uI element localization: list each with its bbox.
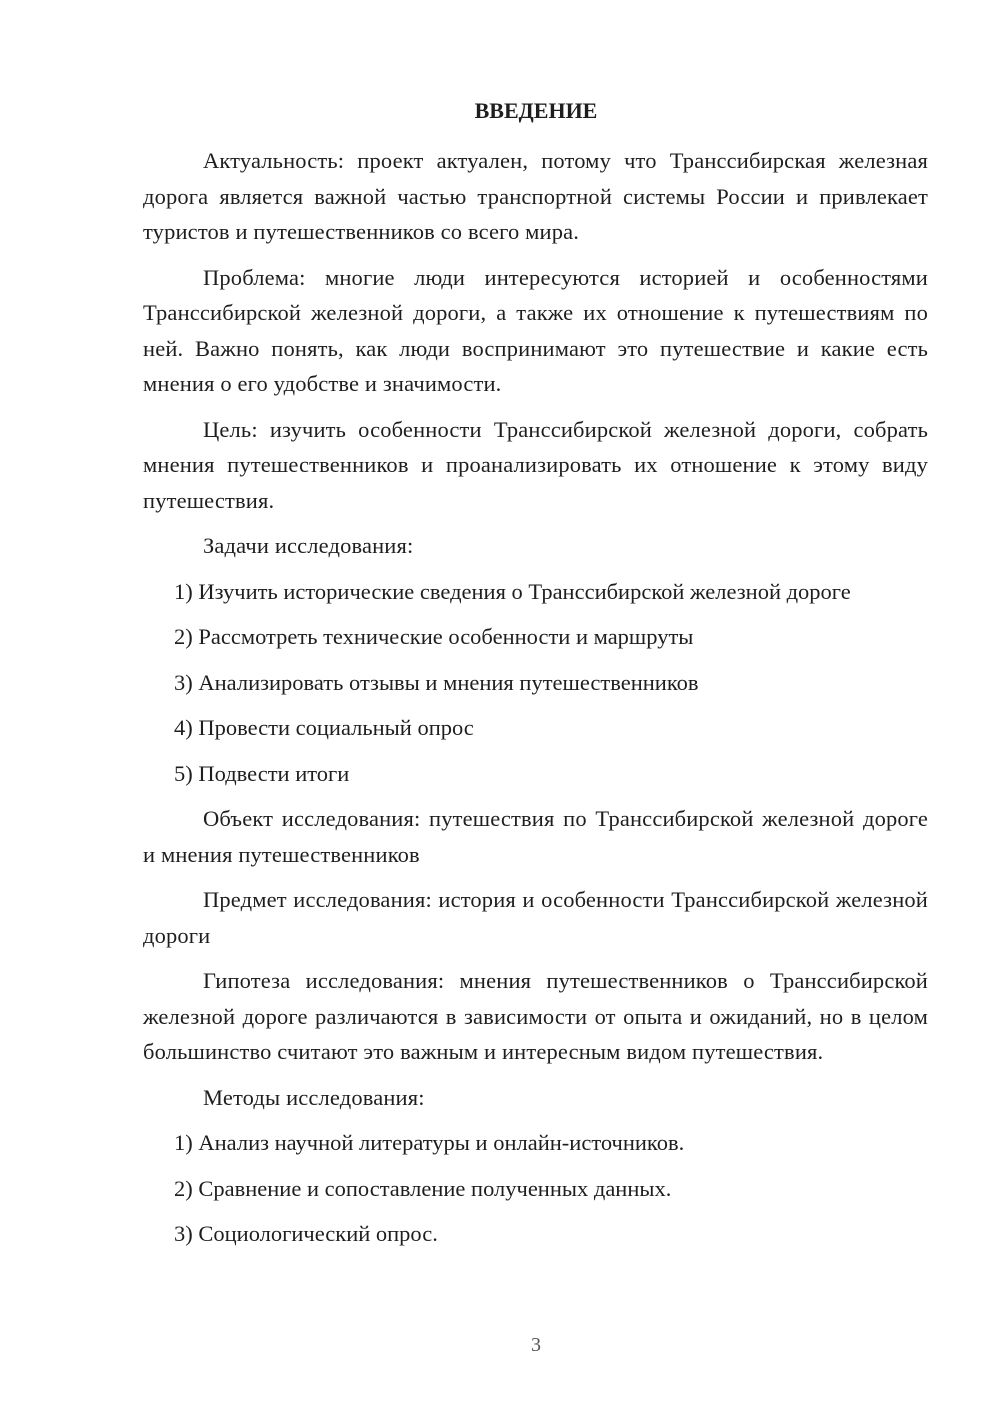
tasks-heading: Задачи исследования: [203,533,414,558]
document-body [143,143,928,1262]
list-item: 3) Анализировать отзывы и мнения путешественников [174,669,699,695]
list-item: 1) Изучить исторические сведения о Транссибирской железной дороге [174,578,851,604]
page-title: ВВЕДЕНИЕ [474,98,598,123]
list-item: 3) Социологический опрос. [174,1221,438,1246]
relevance-paragraph: Актуальность: проект актуален, потому что Транссибирская железная дорога является важной частью транспортной системы России и привлекает туристов и путешественников со всего мира. [143,148,928,244]
object-paragraph: Объект исследования: путешествия по Транссибирской железной дороге и мнения путешественников [143,806,928,867]
methods-list [143,1125,928,1252]
subject-paragraph: Предмет исследования: история и особенности Транссибирской железной дороги [143,887,928,948]
list-item: 4) Провести социальный опрос [174,715,474,740]
tasks-list [143,574,928,792]
methods-heading: Методы исследования: [203,1084,425,1110]
list-item: 1) Анализ научной литературы и онлайн-источников. [174,1130,685,1155]
problem-paragraph: Проблема: многие люди интересуются историей и особенностями Транссибирской железной дороги, а также их отношение к путешествиям по ней. Важно понять, как люди воспринимают это путешествие и какие есть мнения о его удобстве и значимости. [143,264,928,396]
list-item: 5) Подвести итоги [174,760,350,786]
page-number: 3 [531,1334,541,1356]
hypothesis-paragraph: Гипотеза исследования: мнения путешественников о Транссибирской железной дороге различаются в зависимости от опыта и ожиданий, но в целом большинство считают это важным и интересным видом путешествия. [143,968,928,1064]
goal-paragraph: Цель: изучить особенности Транссибирской железной дороги, собрать мнения путешественников и проанализировать их отношение к этому виду путешествия. [143,416,928,513]
list-item: 2) Сравнение и сопоставление полученных данных. [174,1175,672,1201]
list-item: 2) Рассмотреть технические особенности и маршруты [174,624,694,649]
